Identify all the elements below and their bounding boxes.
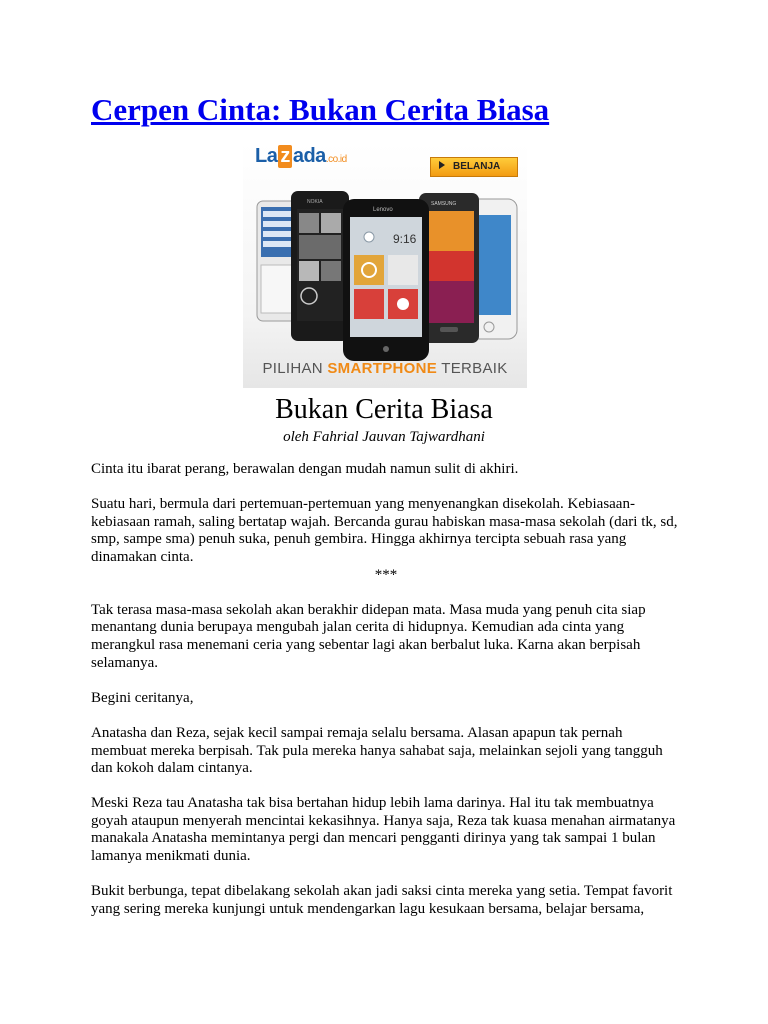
play-arrow-icon <box>439 161 445 169</box>
story-heading: Bukan Cerita Biasa <box>275 394 493 425</box>
smartphones-illustration <box>243 181 527 361</box>
article-title-link[interactable]: Cerpen Cinta: Bukan Cerita Biasa <box>91 92 550 127</box>
clock-readout: 9:16 <box>393 232 417 246</box>
paragraph: Cinta itu ibarat perang, berawalan dengan mudah namun sulit di akhiri. <box>91 461 519 477</box>
paragraph: Bukit berbunga, tepat dibelakang sekolah akan jadi saksi cinta mereka yang setia. Tempat favorit yang sering mereka kunjungi untuk mendengarkan lagu kesukaan bersama, belajar bersama, <box>91 883 673 917</box>
paragraph: Anatasha dan Reza, sejak kecil sampai remaja selalu bersama. Alasan apapun tak pernah membuat mereka berpisah. Tak pula mereka hanya sahabat saja, melainkan sejoli yang tangguh dan kokoh dalam cintanya. <box>91 724 663 777</box>
phone-lenovo-center <box>343 199 429 361</box>
paragraph: Meski Reza tau Anatasha tak bisa bertahan hidup lebih lama darinya. Hal itu tak membuatnya goyah ataupun menyerah mencintai kekasihnya. Hanya saja, Reza tak kuasa menahan airmatanya manakala Anatasha memintanya pergi dan mencari pengganti dirinya yang tak sampai 1 bulan lamanya menikmati dunia. <box>91 795 676 865</box>
ad-tagline <box>243 360 527 377</box>
shop-button[interactable] <box>430 157 518 177</box>
brand-nokia: NOKIA <box>307 199 323 205</box>
logo-text-post: ada <box>292 145 326 167</box>
logo-text-z: z <box>280 145 290 167</box>
logo-text-pre: La <box>255 145 278 167</box>
paragraph: Suatu hari, bermula dari pertemuan-pertemuan yang menyenangkan disekolah. Kebiasaan-kebiasaan ramah, saling bertatap wajah. Bercanda gurau habiskan masa-masa sekolah (dari tk, sd, smp, sampe sma) penuh suka, penuh gembira. Hingga akhirnya tercipta sebuah rasa yang dinamakan cinta. <box>91 496 678 565</box>
story-byline: oleh Fahrial Jauvan Tajwardhani <box>283 429 485 445</box>
section-separator: *** <box>374 566 398 583</box>
brand-samsung: SAMSUNG <box>431 201 457 207</box>
paragraph: Tak terasa masa-masa sekolah akan berakhir didepan mata. Masa muda yang penuh cita siap menantang dunia berupaya mengubah jalan cerita di hidupnya. Kemudian ada cinta yang merangkul rasa menemani ceria yang sebentar lagi akan berbalut luka. Karna akan berpisah selamanya. <box>91 601 646 671</box>
brand-lenovo: Lenovo <box>373 207 393 213</box>
paragraph: Begini ceritanya, <box>91 689 194 706</box>
tagline-post: TERBAIK <box>437 360 508 377</box>
story-body <box>91 461 681 936</box>
phone-nokia-windows <box>291 191 349 341</box>
lazada-logo <box>255 145 347 168</box>
tagline-pre: PILIHAN <box>262 360 328 377</box>
advertisement-banner[interactable] <box>243 143 527 388</box>
tagline-highlight: SMARTPHONE <box>327 360 438 377</box>
shop-button-label: BELANJA <box>453 161 501 172</box>
logo-domain: .co.id <box>325 154 347 165</box>
